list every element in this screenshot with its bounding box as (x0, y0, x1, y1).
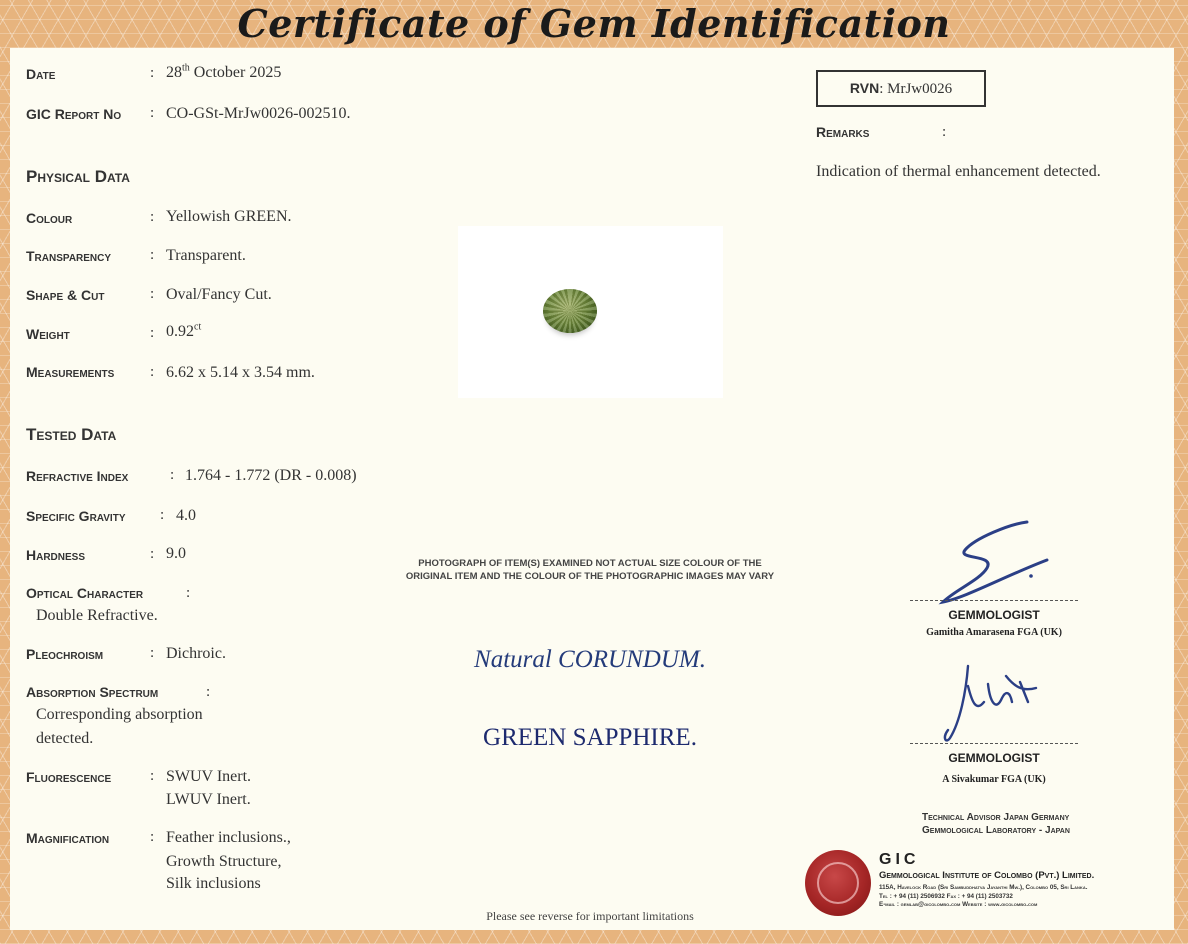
report-no-colon: : (150, 105, 155, 121)
shape-cut-colon: : (150, 286, 155, 302)
gem-variety: GREEN SAPPHIRE. (483, 724, 697, 751)
date-label: Date (26, 66, 56, 82)
measurements-label: Measurements (26, 364, 115, 380)
weight-unit: ct (194, 321, 202, 333)
specific-gravity-colon: : (160, 507, 165, 523)
signature-2-name: A Sivakumar FGA (UK) (942, 774, 1046, 785)
gic-short-name: GIC (879, 851, 920, 868)
rvn-label: RVN (849, 80, 880, 96)
magnification-colon: : (150, 829, 155, 845)
pleochroism-label: Pleochroism (26, 646, 104, 662)
pleochroism-colon: : (150, 645, 155, 661)
pleochroism-value: Dichroic. (166, 645, 226, 662)
remarks-text: Indication of thermal enhancement detected. (816, 163, 1101, 180)
date-colon: : (150, 65, 155, 81)
shape-cut-value: Oval/Fancy Cut. (166, 286, 272, 303)
absorption-spectrum-value-line2: detected. (36, 730, 94, 747)
certificate-title: Certificate of Gem Identification (237, 1, 951, 46)
absorption-spectrum-label: Absorption Spectrum (26, 684, 159, 700)
fluorescence-value-line1: SWUV Inert. (166, 768, 252, 785)
gic-full-name: Gemmological Institute of Colombo (Pvt.) Limited. (879, 870, 1095, 881)
refractive-index-value: 1.764 - 1.772 (DR - 0.008) (185, 467, 357, 484)
signature-2-line (910, 743, 1078, 744)
optical-character-value: Double Refractive. (36, 607, 158, 624)
magnification-label: Magnification (26, 830, 110, 846)
optical-character-colon: : (186, 585, 191, 601)
magnification-value-line3: Silk inclusions (166, 875, 261, 892)
signature-2 (940, 662, 1050, 746)
reverse-note: Please see reverse for important limitations (486, 909, 694, 923)
date-value (166, 64, 281, 82)
date-day: 28 (166, 64, 182, 81)
physical-data-heading: Physical Data (26, 167, 130, 186)
signature-1-role: GEMMOLOGIST (948, 608, 1040, 622)
gem-image (543, 289, 597, 333)
fluorescence-label: Fluorescence (26, 769, 112, 785)
weight-value (166, 323, 201, 341)
technical-advisor (922, 811, 1122, 837)
shape-cut-label: Shape & Cut (26, 287, 105, 303)
refractive-index-label: Refractive Index (26, 468, 129, 484)
fluorescence-value-line2: LWUV Inert. (166, 791, 251, 808)
specific-gravity-value: 4.0 (176, 507, 196, 524)
remarks-colon: : (942, 124, 947, 140)
advisor-line-2: Gemmological Laboratory - Japan (922, 825, 1070, 836)
weight-label: Weight (26, 326, 70, 342)
gic-address: 115A, Havelock Road (Sri Sambuddhatva Jayanthi Mw.), Colombo 05, Sri Lanka. (879, 884, 1088, 891)
hardness-value: 9.0 (166, 545, 186, 562)
refractive-index-colon: : (170, 467, 175, 483)
gic-contact: Tel : + 94 (11) 2506932 Fax : + 94 (11) 2503732 (879, 893, 1013, 900)
transparency-value: Transparent. (166, 247, 246, 264)
remarks-label: Remarks (816, 124, 870, 140)
magnification-value-line1: Feather inclusions., (166, 829, 291, 846)
magnification-value-line2: Growth Structure, (166, 853, 282, 870)
date-day-suffix: th (182, 62, 190, 74)
colour-label: Colour (26, 210, 73, 226)
signature-1 (935, 516, 1055, 608)
fluorescence-colon: : (150, 768, 155, 784)
measurements-value: 6.62 x 5.14 x 3.54 mm. (166, 364, 315, 381)
gem-photo (458, 226, 723, 398)
tested-data-heading: Tested Data (26, 425, 117, 444)
colour-value: Yellowish GREEN. (166, 208, 292, 225)
hardness-label: Hardness (26, 547, 86, 563)
rvn-value: MrJw0026 (887, 81, 953, 97)
certificate-panel (10, 48, 1174, 930)
signature-1-line (910, 600, 1078, 601)
advisor-line-1: Technical Advisor Japan Germany (922, 812, 1070, 823)
gic-wax-seal (805, 850, 871, 916)
measurements-colon: : (150, 364, 155, 380)
signature-2-role: GEMMOLOGIST (948, 751, 1040, 765)
absorption-spectrum-colon: : (206, 684, 211, 700)
photo-disclaimer: PHOTOGRAPH OF ITEM(S) EXAMINED NOT ACTUAL SIZE COLOUR OF THE ORIGINAL ITEM AND THE COLOUR OF THE PHOTOGRAPHIC IMAGES MAY VARY (405, 558, 775, 582)
hardness-colon: : (150, 546, 155, 562)
rvn-box: RVN: MrJw0026 (816, 70, 986, 107)
report-no-label: GIC Report No (26, 106, 122, 122)
weight-colon: : (150, 325, 155, 341)
transparency-colon: : (150, 247, 155, 263)
colour-colon: : (150, 209, 155, 225)
report-no-value: CO-GSt-MrJw0026-002510. (166, 105, 351, 122)
optical-character-label: Optical Character (26, 585, 144, 601)
absorption-spectrum-value-line1: Corresponding absorption (36, 706, 203, 723)
specific-gravity-label: Specific Gravity (26, 508, 126, 524)
date-rest: October 2025 (189, 64, 282, 81)
transparency-label: Transparency (26, 248, 112, 264)
weight-number: 0.92 (166, 323, 194, 340)
gem-species: Natural CORUNDUM. (474, 646, 706, 673)
signature-1-name: Gamitha Amarasena FGA (UK) (926, 627, 1062, 638)
gic-web: E-mail : gemlab@gicolombo.com Website : www.gicolombo.com (879, 901, 1038, 908)
